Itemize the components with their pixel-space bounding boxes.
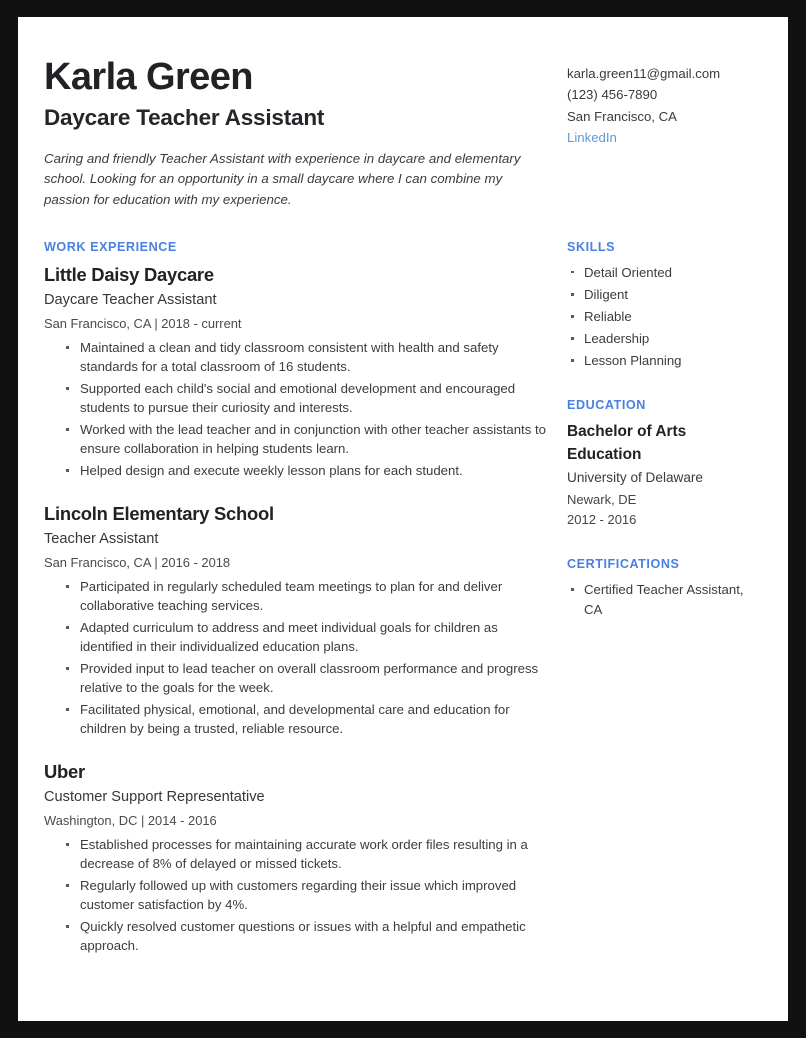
education-degree-line1: Bachelor of Arts	[567, 423, 687, 441]
resume-header	[44, 57, 762, 210]
contact-location: San Francisco, CA	[567, 108, 677, 124]
contact-block	[567, 57, 762, 149]
candidate-role: Daycare Teacher Assistant	[44, 105, 325, 131]
job-title: Teacher Assistant	[44, 530, 159, 547]
skill-item: Detail Oriented	[569, 263, 762, 283]
job-bullet-list	[44, 577, 554, 738]
job-bullet: Facilitated physical, emotional, and developmental care and education for children by being a trusted, reliable resource.	[64, 700, 554, 738]
job-entry	[44, 760, 554, 955]
resume-content	[44, 57, 762, 958]
section-heading-work-experience: WORK EXPERIENCE	[44, 239, 177, 254]
education-location: Newark, DE	[567, 491, 637, 507]
contact-phone: (123) 456-7890	[567, 87, 658, 103]
education-school: University of Delaware	[567, 469, 703, 485]
job-bullet: Adapted curriculum to address and meet individual goals for children as identified in their individualized education plans.	[64, 618, 554, 656]
job-title: Daycare Teacher Assistant	[44, 291, 217, 308]
section-heading-certifications: CERTIFICATIONS	[567, 557, 680, 571]
job-bullet: Worked with the lead teacher and in conjunction with other teacher assistants to ensure collaboration in helping students learn.	[64, 420, 554, 458]
resume-body	[44, 240, 762, 958]
contact-email: karla.green11@gmail.com	[567, 66, 721, 81]
professional-summary: Caring and friendly Teacher Assistant with experience in daycare and elementary school. Looking for an opportunity in a small daycare where I can combine my passion for education with my experience.	[44, 151, 521, 207]
job-location-dates: Washington, DC | 2014 - 2016	[44, 812, 217, 828]
job-organization: Lincoln Elementary School	[44, 502, 274, 524]
certification-item: Certified Teacher Assistant, CA	[569, 580, 762, 620]
linkedin-link[interactable]: LinkedIn	[567, 130, 617, 146]
job-bullet: Maintained a clean and tidy classroom consistent with health and safety standards for a total classroom of 16 students.	[64, 338, 554, 376]
skills-list	[567, 263, 762, 371]
certifications-list	[567, 580, 762, 620]
job-bullet: Quickly resolved customer questions or issues with a helpful and empathetic approach.	[64, 917, 554, 955]
skill-item: Reliable	[569, 307, 762, 327]
job-bullet: Supported each child's social and emotional development and encouraged students to pursue their curiosity and interests.	[64, 379, 554, 417]
job-organization: Little Daisy Daycare	[44, 263, 214, 285]
job-bullet: Regularly followed up with customers regarding their issue which improved customer satisfaction by 4%.	[64, 876, 554, 914]
job-entry	[44, 502, 554, 738]
job-organization: Uber	[44, 761, 85, 783]
candidate-name: Karla Green	[44, 56, 253, 98]
job-location-dates: San Francisco, CA | 2016 - 2018	[44, 554, 231, 570]
job-bullet: Established processes for maintaining accurate work order files resulting in a decrease of 8% of delayed or missed tickets.	[64, 835, 554, 873]
job-bullet: Provided input to lead teacher on overall classroom performance and progress relative to the goals for the week.	[64, 659, 554, 697]
skills-section	[567, 240, 762, 371]
section-heading-skills: SKILLS	[567, 239, 616, 254]
section-heading-education: EDUCATION	[567, 398, 646, 413]
job-bullet: Helped design and execute weekly lesson plans for each student.	[64, 461, 554, 480]
skill-item: Leadership	[569, 329, 762, 349]
education-degree-line2: Education	[567, 445, 642, 463]
job-bullet: Participated in regularly scheduled team meetings to plan for and deliver collaborative teaching services.	[64, 577, 554, 615]
side-column	[567, 240, 762, 958]
job-bullet-list	[44, 338, 554, 480]
resume-page	[18, 17, 788, 1021]
education-years: 2012 - 2016	[567, 512, 637, 528]
job-entry	[44, 263, 554, 480]
header-identity	[44, 57, 549, 210]
skill-item: Lesson Planning	[569, 351, 762, 371]
skill-item: Diligent	[569, 285, 762, 305]
job-location-dates: San Francisco, CA | 2018 - current	[44, 315, 242, 331]
education-section	[567, 398, 762, 530]
certifications-section	[567, 557, 762, 620]
job-bullet-list	[44, 835, 554, 955]
job-title: Customer Support Representative	[44, 789, 265, 806]
main-column	[44, 240, 554, 958]
